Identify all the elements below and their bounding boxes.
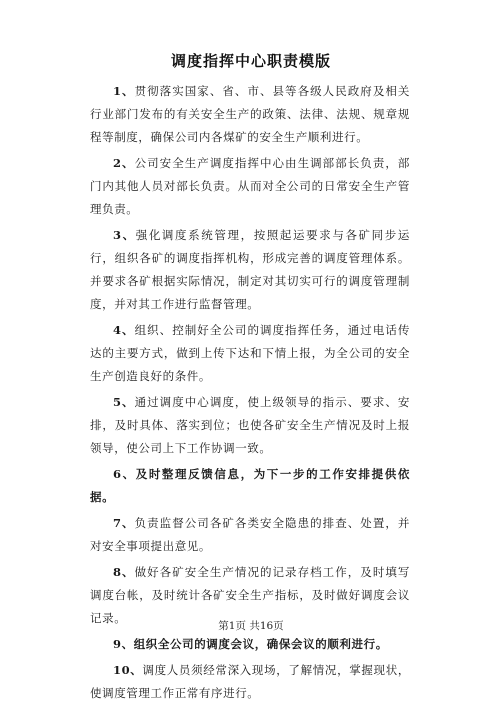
paragraph-4: [90, 319, 410, 388]
paragraph-text: 组织、控制好全公司的调度指挥任务，通过电话传达的主要方式，做到上传下达和下情上报，为全公司的安全生产创造良好的条件。: [90, 323, 411, 383]
paragraph-number: 3、: [113, 228, 136, 242]
paragraph-number: 2、: [113, 156, 135, 170]
paragraph-2: [90, 152, 410, 221]
paragraph-text: 做好各矿安全生产情况的记录存档工作，及时填写调度台帐，及时统计各矿安全生产指标，及时做好调度会议记录。: [90, 565, 411, 625]
paragraph-1: [90, 80, 410, 149]
paragraph-text: 贯彻落实国家、省、市、县等各级人民政府及相关行业部门发布的有关安全生产的政策、法律、法规、规章规程等制度，确保公司内各煤矿的安全生产顺利进行。: [90, 84, 411, 144]
paragraph-text: 组织全公司的调度会议，确保会议的顺利进行。: [133, 637, 388, 651]
page-number-footer: 第1页 共16页: [218, 620, 284, 632]
paragraph-6: [90, 463, 410, 509]
document-title: 调度指挥中心职责模版: [170, 52, 331, 70]
paragraph-5: [90, 391, 410, 460]
paragraph-7: [90, 512, 410, 558]
paragraph-3: [90, 224, 410, 316]
paragraph-number: 9、: [113, 637, 134, 651]
paragraph-text: 强化调度系统管理，按照起运要求与各矿同步运行，组织各矿的调度指挥机构，形成完善的调度管理体系。并要求各矿根据实际情况，制定对其切实可行的调度管理制度，并对其工作进行监督管理。: [90, 228, 410, 311]
paragraph-number: 8、: [113, 565, 135, 579]
paragraph-number: 6、: [113, 467, 136, 481]
paragraph-text: 负责监督公司各矿各类安全隐患的排查、处置，并对安全事项提出意见。: [90, 516, 411, 553]
paragraph-text: 及时整理反馈信息，为下一步的工作安排提供依据。: [90, 467, 410, 504]
paragraph-number: 10、: [113, 663, 143, 677]
paragraph-text: 公司安全生产调度指挥中心由生调部部长负责，部门内其他人员对部长负责。从而对全公司的日常安全生产管理负责。: [90, 156, 411, 216]
paragraph-text: 调度人员须经常深入现场，了解情况，掌握现状，使调度管理工作正常有序进行。: [90, 663, 410, 700]
paragraph-text: 通过调度中心调度，使上级领导的指示、要求、安排，及时具体、落实到位；也使各矿安全生产情况及时上报领导，使公司上下工作协调一致。: [90, 395, 411, 455]
paragraph-10: [90, 659, 410, 705]
paragraph-number: 5、: [113, 395, 135, 409]
document-body: [90, 80, 410, 708]
paragraph-number: 7、: [113, 516, 135, 530]
paragraph-number: 1、: [113, 84, 135, 98]
paragraph-9: [90, 633, 410, 656]
paragraph-number: 4、: [113, 323, 135, 337]
